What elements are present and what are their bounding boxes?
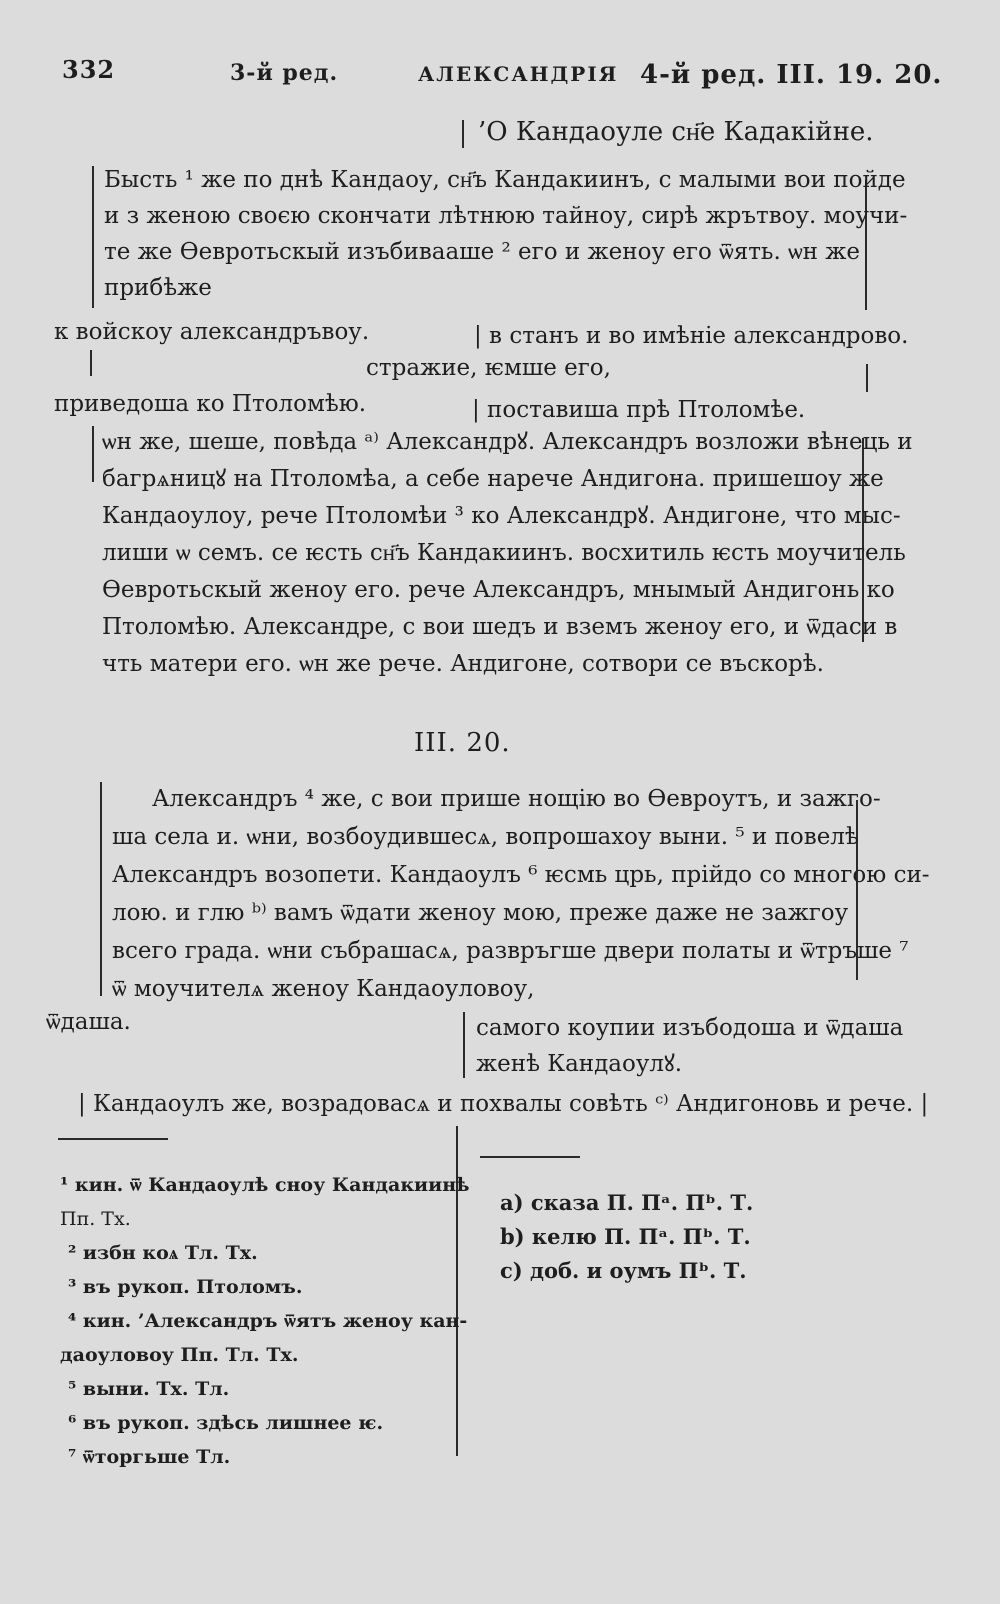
line-mid-2: стражие, ѥмше его, <box>366 355 611 381</box>
block1-line: и з женою своєю скончати лѣтнюю тайноу, сирѣ жрътвоу. моучи- <box>104 203 908 229</box>
block3-line: всего града. ѡни събрашасѧ, развръгше двери полаты и ѿтръше ⁷ <box>112 938 909 964</box>
block3-right-line: женѣ Кандаоулꙋ. <box>476 1051 683 1077</box>
line-right-1: | в станъ и во имѣніе александрово. <box>474 323 909 349</box>
block2-line: Ѳевротьскый женоу его. рече Александръ, мнымый Андигонь ко <box>102 577 895 603</box>
block2-line: багрѧницꙋ на Птоломѣа, а себе нарече Андигона. пришешоу же <box>102 466 884 492</box>
footnote-rule-left <box>58 1138 168 1140</box>
line-left-4: ѿдаша. <box>46 1009 131 1035</box>
header-right: 4-й ред. III. 19. 20. <box>640 60 943 90</box>
block3-right-text <box>476 1010 903 1082</box>
header-left: 3-й ред. <box>230 60 339 86</box>
block1-line: Бысть ¹ же по днѣ Кандаоу, сн҃ъ Кандакиинъ, с малыми вои пойде <box>104 167 906 193</box>
footnote-rule-right <box>480 1156 580 1158</box>
footnote: ⁵ выни. Тх. Тл. <box>68 1378 230 1400</box>
footnote: ² избн коѧ Тл. Тх. <box>68 1242 258 1264</box>
block2-left-bar <box>92 426 94 482</box>
block3-line: лою. и глю ᵇ⁾ вамъ ѿдати женоу мою, преже даже не зажгоу <box>112 900 849 926</box>
mid-right-bar <box>866 364 868 392</box>
block2-line: ѡн же, шеше, повѣда ᵃ⁾ Александрꙋ. Александръ возложи вѣнець и <box>102 429 913 455</box>
title-bar <box>462 120 464 148</box>
block3-text <box>112 780 930 1008</box>
mid-left-bar <box>90 350 92 376</box>
block3-line: ѿ моучителѧ женоу Кандаоуловоу, <box>112 976 535 1002</box>
footnote: c) доб. и оумъ Пᵇ. Т. <box>500 1258 747 1283</box>
line-left-1: к войскоу александръвоу. <box>54 319 370 345</box>
block3-line: Александръ возопети. Кандаоулъ ⁶ ѥсмь црь, прійдо со многою си- <box>112 862 930 888</box>
footnote: ⁶ въ рукоп. здѣсь лишнее ѥ. <box>68 1412 384 1434</box>
block1-line: те же Ѳевротьскый изъбивааше ² его и женоу его ѿять. ѡн же <box>104 239 861 265</box>
final-line: | Кандаоулъ же, возрадовасѧ и похвалы совѣть ᶜ⁾ Андигоновь и рече. | <box>78 1091 929 1117</box>
footnote: ¹ кин. ѿ Кандаоулѣ сноу Кандакиинѣ <box>60 1174 470 1196</box>
footnote: ⁷ ѿторгьше Тл. <box>68 1446 231 1468</box>
block3-line: ша села и. ѡни, возбоудившесѧ, вопрошахоу выни. ⁵ и повелѣ <box>112 824 859 850</box>
block1-left-bar <box>92 166 94 308</box>
footnote: ³ въ рукоп. Птоломъ. <box>68 1276 303 1298</box>
header-center: АЛЕКСАНДРІЯ <box>418 62 619 86</box>
block2-line: чть матери его. ѡн же рече. Андигоне, сотвори се въскорѣ. <box>102 651 824 677</box>
block3-right-line: самого коупии изъбодоша и ѿдаша <box>476 1015 904 1041</box>
block1-line: прибѣже <box>104 275 212 301</box>
page-number: 332 <box>62 55 116 84</box>
block3-line: Александръ ⁴ же, с вои прише нощію во Ѳевроутъ, и зажго- <box>152 786 881 812</box>
footnote: Пп. Тх. <box>60 1208 131 1230</box>
block2-text <box>102 424 913 683</box>
footnotes-left <box>60 1168 470 1474</box>
footnote: b) келю П. Пᵃ. Пᵇ. Т. <box>500 1224 751 1249</box>
block2-line: лиши ѡ семъ. се ѥсть сн҃ъ Кандакиинъ. восхитиль ѥсть моучитель <box>102 540 906 566</box>
footnote: ⁴ кин. ’Александръ ѿятъ женоу кан- <box>68 1310 468 1332</box>
footnote: a) сказа П. Пᵃ. Пᵇ. Т. <box>500 1190 754 1215</box>
block3-right-col-bar <box>463 1012 465 1078</box>
line-left-3: приведоша ко Птоломѣю. <box>54 391 367 417</box>
footnote: даоуловоу Пп. Тл. Тх. <box>60 1344 299 1366</box>
block3-left-bar <box>100 782 102 996</box>
block1-text <box>104 162 907 306</box>
footnotes-right <box>500 1186 753 1288</box>
block2-line: Кандаоулоу, рече Птоломѣи ³ ко Александрꙋ. Андигоне, что мыс- <box>102 503 901 529</box>
line-right-3: | поставиша прѣ Птоломѣе. <box>472 397 806 423</box>
section-title: III. 20. <box>414 728 511 758</box>
column-title: ’О Кандаоуле сн҃е Кадакійне. <box>478 117 874 147</box>
block2-line: Птоломѣю. Александре, с вои шедъ и вземъ женоу его, и ѿдаси в <box>102 614 898 640</box>
